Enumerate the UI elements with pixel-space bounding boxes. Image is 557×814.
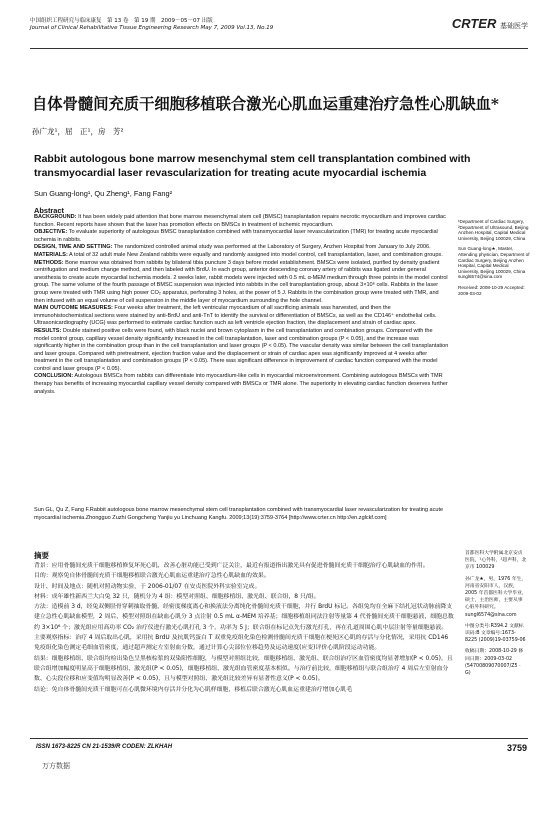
abstract-heading: Abstract xyxy=(34,206,64,215)
abstract-cn: 背景：应用骨髓间充质干细胞移植修复坏死心肌，改善心脏功能已受到广泛关注，最近有报道指出激光具有促进骨髓间充质干细胞治疗心肌缺血的作用。 目的：观察免自体骨髓间充质干细胞移植联合激光心肌血运重建治疗急性心肌缺血的效果。 设计、时间及地点：随机对照动物实验，于 2006-01/07 在安贞医院外科实验室完成。 材料：成年雄性新西兰大白兔 32 只，随机分为 4 组：模型对照组、细胞移植组、激光组、联合组，8 只/组。 方法：造模前 3 d，经兔双侧胫骨穿刺抽取骨髓，经密度梯度离心和换液法分离纯化骨髓间充质干细胞，并行 BrdU 标记。各组兔均在全麻下结扎冠状动脉前降支建立急性心肌缺血模型，2 周后，模型对照组在缺血心肌分 3 点注射 0.5 mL α-MEM 培养基；细胞移植组同法注射等量第 4 代骨髓间充质干细胞悬液，细胞总数约 3×10⁶ 个；激光组应用高功率 CO₂ 治疗仪进行激光心肌打孔 3 个，功率为 5 J；联合组在标记点先行激光打孔，再在孔道周围心肌中层注射等量细胞悬液。 主要观察指标：治疗 4 周后取出心肌，采用抗 BrdU 及抗肌钙蛋白 T 双重免疫组化染色检测骨髓间充质干细胞在梗死区心肌的存活与分化情况，采用抗 CD146 免疫组化染色测定毛细血管密度，通过超声测定左室射血分数，通过计算心尖部位位移趋势及运动速度(应变)评价心肌阶段运动功能。 结果：细胞移植组、联合组均检出染色呈黑核棕浆的双染阳性细胞，与模型对照组比较，细胞移植组、激光组、联合组治疗区血管密度均显著增加(P < 0.05)，且联合组增加幅度明显高于细胞移植组、激光组(P < 0.05)，细胞移植组、激光组血管密度基本相似。与治疗前比较，细胞移植组与联合组治疗 4 周后左室射血分数、心尖段位移和应变值均明显改善(P < 0.05)，且与模型对照组、激光组比较差异有显著性意义(P < 0.05)。 结论：免自体骨髓间充质干细胞可在心肌微环境内存活并分化为心肌样细胞，移植后联合激光心肌血运重建治疗增加心肌毛 xyxy=(34,563,454,693)
classification-cn: 中图分类号:R394.2 文献标识码:B 文章编号:1673-8225 (2009)19-03759-06 xyxy=(465,623,526,644)
dates-en: Received: 2008-10-29 Accepted: 2009-03-02 xyxy=(458,284,525,296)
footer-rule xyxy=(30,738,528,739)
journal-header-en: Journal of Clinical Rehabilitative Tissue Engineering Research May 7, 2009 Vol.13, No.19 xyxy=(30,25,274,31)
sidebar-cn xyxy=(465,550,527,681)
sidebar-en xyxy=(458,219,530,301)
title-cn: 自体骨髓间充质干细胞移植联合激光心肌血运重建治疗急性心肌缺血* xyxy=(32,95,499,113)
abstract-heading-cn: 摘要 xyxy=(34,551,49,560)
affiliation-en: ¹Department of Cardiac Surgery, ²Department of Ultrasound, Beijing Anzhen Hospital, Capital Medical University, Beijing 100029, China xyxy=(458,219,529,241)
abstract-methods: METHODS: Bone marrow was obtained from rabbits by bilateral tibia puncture 3 days before model establishment. BMSCs were isolated, purified by density gradient centrifugation and medium change method, and then labeled with BrdU. In each group, anterior descending coronary artery of rabbits was ligated under general anesthesia to create acute myocardial ischemia models. 2 weeks later, rabbit models were injected with 0.5 mL α-MEM medium through three points in the model control group. The same volume of the fourth passage of BMSC suspension was injected into rabbits in the cell transplantation group, about 3×10⁶ cells. Rabbits in the laser group were treated with TMR using high power CO₂ apparatus, perforating 3 holes, at the power of 5 J. Rabbits in the combination group were treated with TMR, and then infused with an equal volume of cell suspension in the middle layer of myocardium surrounding the hole channel. xyxy=(34,259,448,304)
abstract-background: BACKGROUND: It has been widely paid attention that bone marrow mesenchymal stem cell (BMSC) transplantation repairs necrotic myocardium and improves cardiac function. Recent reports have shown that the laser has promotion effects on BMSCs in treatment of ischemic myocardium. xyxy=(34,214,446,228)
abstract-conclusion: CONCLUSION: Autologous BMSCs from rabbits can differentiate into myocardium-like cells in myocardial microenvironment. Combining autologous BMSCs with TMR therapy has benefits of increasing myocardial capillary vessel density compared with BMSCs or TMR alone. The superiority in elevating cardiac function deserves further analysis. xyxy=(34,373,448,395)
authors-cn: 孙广龙¹，屈 正¹，房 芳² xyxy=(32,127,124,136)
affiliation-cn: 首都医科大学附属北京安贞医院，¹心外科，²超声科，北京市 100029 xyxy=(465,551,527,571)
page-number: 3759 xyxy=(506,743,527,753)
footer-issn: ISSN 1673-8225 CN 21-1539/R CODEN: ZLKHAH xyxy=(36,744,173,750)
dates-cn: 收稿日期：2008-10-29 修回日期：2009-03-02 (54700809070007/Z5 · G) xyxy=(465,649,524,677)
title-en: Rabbit autologous bone marrow mesenchymal stem cell transplantation combined with transmyocardial laser revascularization for treating acute myocardial ischemia xyxy=(34,153,471,179)
watermark: 万方数据 xyxy=(42,762,70,770)
authors-en: Sun Guang-long¹, Qu Zheng¹, Fang Fang² xyxy=(34,189,173,198)
abstract-materials: MATERIALS: A total of 32 adult male New Zealand rabbits were equally and randomly assigned into model control, cell transplantation, laser, and combination groups. xyxy=(34,251,443,258)
abstract-en xyxy=(34,214,449,396)
author-bio-cn: 孙广龙★，男，1976 年生，河南省安阳市人，汉族，2005 年首都医科大学毕业，硕士，主治医师，主要从事心脏外科研究。sungl6574@sina.com xyxy=(465,576,527,618)
abstract-results: RESULTS: Double stained positive cells were found, with black nuclei and brown cytoplasm in the cell transplantation and combination groups. Compared with the model control group, capillary vessel density significantly increased in the cell transplantation, laser and combination groups (P < 0.05), and the increase was significantly higher in the combination group than in the cell transplantation and laser groups (P < 0.05). The vascular density was similar between the cell transplantation and laser groups. Compared with pretreatment, ejection fraction value and the displacement or strain of cardiac apex was significantly improved at 4 weeks after treatment in the cell transplantation and combination groups (P < 0.05). There was significant difference in improvement of cardiac function compared with the model control and laser groups (P < 0.05). xyxy=(34,327,449,372)
journal-header xyxy=(30,16,528,44)
abstract-design: DESIGN, TIME AND SETTING: The randomized controlled animal study was performed at the Laboratory of Surgery, Anzhen Hospital from January to July 2006. xyxy=(34,244,431,251)
citation: Sun GL, Qu Z, Fang F.Rabbit autologous bone marrow mesenchymal stem cell transplantation combined with transmyocardial laser revascularization for treating acute myocardial ischemia.Zhongguo Zuzhi Gongcheng Yanjiu yu Linchuang Kangfu. 2009;13(19):3759-3764 [http://www.crter.cn http://en.zglckf.com] xyxy=(34,507,444,521)
journal-header-cn: 中国组织工程研究与临床康复 第 13 卷 第 19 期 2009－05－07 出版 xyxy=(30,18,213,24)
journal-logo: CRTER 基础医学 xyxy=(451,16,528,31)
abstract-outcomes: MAIN OUTCOME MEASURES: Four weeks after treatment, the left ventricular myocardium of all sacrificing animals was harvested, and then the immunohistochemistical sections were stained by anti-BrdU and anti-TnT to identify the survival or differentiation of BMSCs, as well as the CD146⁺ endothelial cells. Ultrasonicardiography (UCG) was performed to estimate cardiac function such as left ventricle ejection fraction, the displacement and strain of cardiac apex. xyxy=(34,305,437,327)
abstract-objective: OBJECTIVE: To evaluate superiority of autologous BMSC transplantation combined with transmyocardial laser revascularization (TMR) for treating acute myocardial ischemia in rabbits. xyxy=(34,229,438,243)
header-rule xyxy=(30,48,528,49)
author-bio-en: Sun Guang-long★, Master, Attending physician, Department of Cardiac Surgery, Beijing Anzhen Hospital, Capital Medical University, Beijing 100029, China sungl6574@sina.com xyxy=(458,246,530,280)
